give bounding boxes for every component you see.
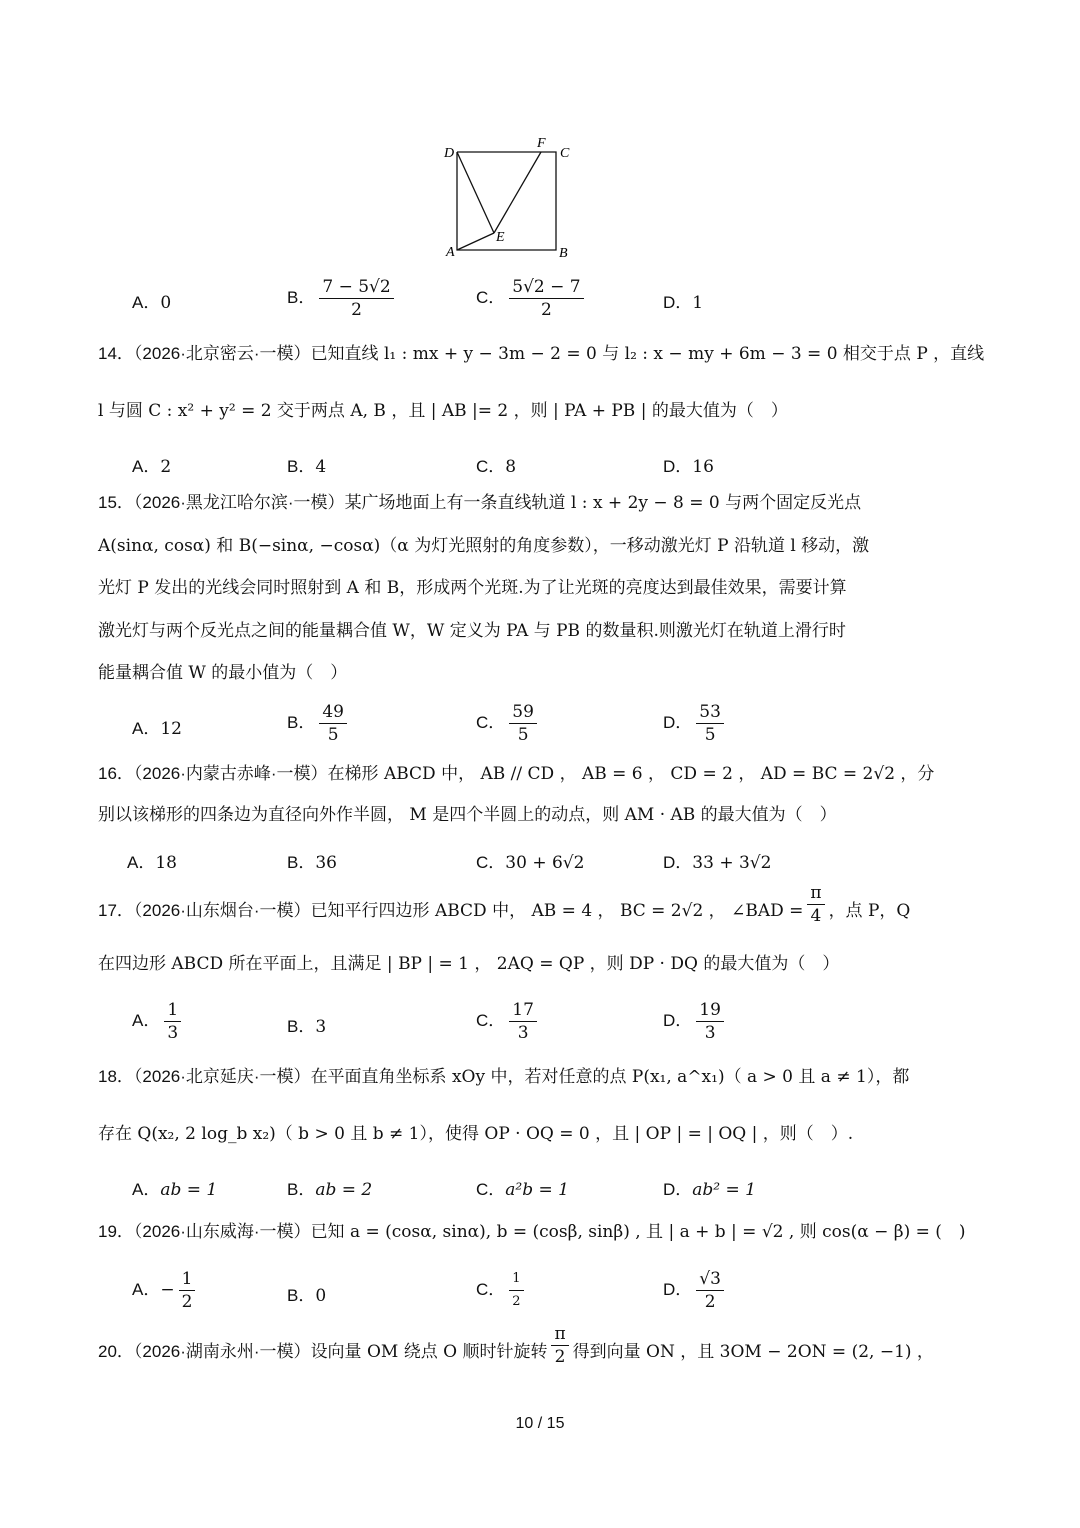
fraction: $\frac{17}{3}$	[509, 999, 537, 1044]
fraction: $\frac{1}{2}$	[179, 1268, 196, 1313]
q13-option-c: C． $\frac{5√2 - 7}{2}$	[476, 276, 588, 321]
q13-option-b: B． $\frac{7 - 5√2}{2}$	[287, 276, 398, 321]
label-B: B	[559, 246, 568, 261]
q13-option-a: A．0	[132, 293, 172, 313]
q15-line3: 光灯 P 发出的光线会同时照射到 A 和 B，形成两个光斑.为了让光斑的亮度达到最佳效果，需要计算	[98, 578, 847, 598]
q18-option-a: A．ab = 1	[132, 1180, 218, 1200]
q17-option-a: A． $\frac{1}{3}$	[132, 999, 185, 1044]
fraction: $\frac{\pi}{4}$	[807, 882, 824, 927]
q15-line4: 激光灯与两个反光点之间的能量耦合值 W，W 定义为 PA 与 PB 的数量积.则激光灯在轨道上滑行时	[98, 621, 846, 641]
q16-option-b: B．36	[287, 853, 337, 873]
q15-option-c: C． $\frac{59}{5}$	[476, 701, 541, 746]
label-A: A	[446, 245, 455, 260]
q18-option-c: C．a²b = 1	[476, 1180, 569, 1200]
q15-option-a: A．12	[132, 719, 182, 739]
fraction: $\frac{1}{2}$	[509, 1268, 523, 1313]
segment-EF	[494, 152, 541, 233]
fraction: $\frac{19}{3}$	[696, 999, 724, 1044]
q15-option-b: B． $\frac{49}{5}$	[287, 701, 351, 746]
label-F: F	[537, 136, 546, 151]
label-D: D	[444, 146, 455, 161]
q14-option-b: B．4	[287, 457, 327, 477]
q14-line1: 14．（2026·北京密云·一模）已知直线 l₁ : mx + y − 3m − 2 = 0 与 l₂ : x − my + 6m − 3 = 0 相交于点 P ，直线	[98, 344, 985, 364]
q16-line2: 别以该梯形的四条边为直径向外作半圆， M 是四个半圆上的动点，则 AM · AB 的最大值为（ ）	[98, 805, 837, 825]
fraction: $\frac{\pi}{2}$	[551, 1323, 568, 1368]
square-outline	[457, 152, 556, 250]
q14-option-d: D．16	[663, 457, 714, 477]
segment-DE	[457, 152, 494, 233]
q17-option-b: B．3	[287, 1017, 327, 1037]
q17-option-c: C． $\frac{17}{3}$	[476, 999, 541, 1044]
geometry-figure	[430, 130, 590, 265]
fraction: $\frac{√3}{2}$	[696, 1268, 724, 1313]
label-C: C	[560, 146, 570, 161]
page-number: 10 / 15	[515, 1415, 565, 1432]
q19-line1: 19．（2026·山东威海·一模）已知 a = (cosα, sinα), b = (cosβ, sinβ) , 且 | a + b | = √2 , 则 cos(α − β) = ( )	[98, 1222, 966, 1242]
fraction: $\frac{7 - 5√2}{2}$	[319, 276, 393, 321]
q14-option-c: C．8	[476, 457, 517, 477]
q17-line2: 在四边形 ABCD 所在平面上，且满足 | BP | = 1 ， 2AQ = QP ，则 DP · DQ 的最大值为（ ）	[98, 954, 840, 974]
q16-line1: 16．（2026·内蒙古赤峰·一模）在梯形 ABCD 中， AB // CD ， AB = 6 ， CD = 2 ， AD = BC = 2√2 ，分	[98, 764, 935, 784]
q16-option-c: C．30 + 6√2	[476, 853, 585, 873]
q18-option-b: B．ab = 2	[287, 1180, 373, 1200]
fraction: $\frac{59}{5}$	[509, 701, 537, 746]
q15-line1: 15．（2026·黑龙江哈尔滨·一模）某广场地面上有一条直线轨道 l : x + 2y − 8 = 0 与两个固定反光点	[98, 493, 862, 513]
q14-line2: l 与圆 C : x² + y² = 2 交于两点 A, B ，且 | AB |= 2 ，则 | PA + PB | 的最大值为（ ）	[98, 401, 788, 421]
q19-option-a: A．− $\frac{1}{2}$	[132, 1268, 199, 1313]
fraction: $\frac{1}{3}$	[164, 999, 181, 1044]
q16-option-d: D．33 + 3√2	[663, 853, 772, 873]
q18-option-d: D．ab² = 1	[663, 1180, 756, 1200]
q19-option-b: B．0	[287, 1286, 327, 1306]
q18-line2: 存在 Q(x₂, 2 log_b x₂)（ b > 0 且 b ≠ 1），使得 OP · OQ = 0 ，且 | OP | = | OQ | ，则（ ）.	[98, 1124, 854, 1144]
label-E: E	[496, 230, 505, 245]
segment-AE	[457, 233, 494, 250]
fraction: $\frac{5√2 - 7}{2}$	[509, 276, 583, 321]
q19-option-c: C． $\frac{1}{2}$	[476, 1268, 528, 1313]
q15-line5: 能量耦合值 W 的最小值为（ ）	[98, 663, 348, 683]
q18-line1: 18．（2026·北京延庆·一模）在平面直角坐标系 xOy 中，若对任意的点 P(x₁, a^x₁)（ a > 0 且 a ≠ 1），都	[98, 1067, 910, 1087]
q15-line2: A(sinα, cosα) 和 B(−sinα, −cosα)（α 为灯光照射的角度参数），一移动激光灯 P 沿轨道 l 移动，激	[98, 536, 870, 556]
q17-line1: 17．（2026·山东烟台·一模）已知平行四边形 ABCD 中， AB = 4 ， BC = 2√2 ， ∠BAD = $\frac{\pi}{4}$ ，点 P，Q	[98, 883, 911, 926]
q13-option-d: D．1	[663, 293, 704, 313]
q20-line1: 20．（2026·湖南永州·一模）设向量 OM 绕点 O 顺时针旋转 $\frac{\pi}{2}$ 得到向量 ON ，且 3OM − 2ON = (2, −1) ，	[98, 1324, 934, 1367]
fraction: $\frac{49}{5}$	[319, 701, 347, 746]
fraction: $\frac{53}{5}$	[696, 701, 724, 746]
q15-option-d: D． $\frac{53}{5}$	[663, 701, 728, 746]
q17-option-d: D． $\frac{19}{3}$	[663, 999, 728, 1044]
q16-option-a: A．18	[127, 853, 177, 873]
q19-option-d: D． $\frac{√3}{2}$	[663, 1268, 728, 1313]
q14-option-a: A．2	[132, 457, 172, 477]
